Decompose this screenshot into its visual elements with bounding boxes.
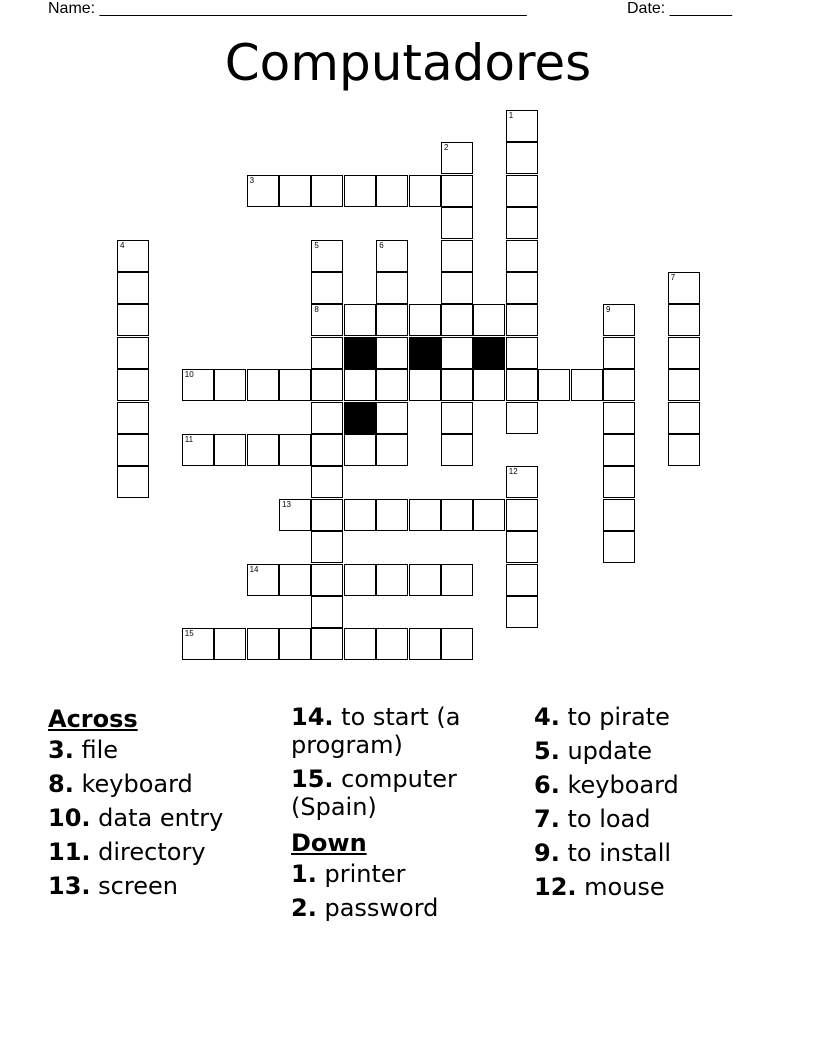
crossword-cell[interactable] <box>279 564 311 596</box>
crossword-cell[interactable] <box>603 499 635 531</box>
clue-item-number: 2. <box>291 894 317 922</box>
clue-item-text: printer <box>324 860 406 888</box>
crossword-cell[interactable] <box>441 207 473 239</box>
clue-item <box>534 873 784 901</box>
crossword-cell[interactable] <box>344 304 376 336</box>
crossword-cell[interactable] <box>376 628 408 660</box>
clue-number: 10 <box>184 370 194 380</box>
crossword-cell[interactable] <box>311 369 343 401</box>
clue-number: 3 <box>249 175 255 185</box>
crossword-cell[interactable] <box>473 499 505 531</box>
crossword-cell[interactable] <box>182 628 214 660</box>
crossword-cell[interactable] <box>441 240 473 272</box>
crossword-cell[interactable] <box>441 434 473 466</box>
crossword-cell[interactable] <box>506 369 538 401</box>
clue-item-text: to install <box>567 839 672 867</box>
crossword-cell[interactable] <box>279 175 311 207</box>
clue-item <box>534 839 784 867</box>
clue-item <box>291 765 521 821</box>
crossword-cell[interactable] <box>344 628 376 660</box>
crossword-cell[interactable] <box>473 304 505 336</box>
crossword-black-cell <box>409 337 441 369</box>
crossword-cell[interactable] <box>506 207 538 239</box>
clue-item <box>48 838 278 866</box>
crossword-cell[interactable] <box>376 304 408 336</box>
name-field-label: Name: ________________________________________________ <box>48 0 527 17</box>
crossword-cell[interactable] <box>376 402 408 434</box>
crossword-cell[interactable] <box>668 369 700 401</box>
clue-number: 6 <box>379 240 384 250</box>
crossword-cell[interactable] <box>506 142 538 174</box>
crossword-cell[interactable] <box>603 337 635 369</box>
crossword-cell[interactable] <box>473 369 505 401</box>
clue-item-number: 1. <box>291 860 317 888</box>
clues-column-2 <box>291 703 521 928</box>
clue-item-text: to start (a program) <box>291 703 461 759</box>
clue-item <box>534 703 784 731</box>
crossword-cell[interactable] <box>603 531 635 563</box>
crossword-cell[interactable] <box>668 272 700 304</box>
crossword-cell[interactable] <box>441 175 473 207</box>
clue-item-text: to pirate <box>567 703 670 731</box>
clue-number: 4 <box>120 240 125 250</box>
crossword-cell[interactable] <box>668 304 700 336</box>
crossword-black-cell <box>344 402 376 434</box>
crossword-cell[interactable] <box>409 304 441 336</box>
crossword-cell[interactable] <box>247 628 279 660</box>
clue-item-text: computer (Spain) <box>291 765 457 821</box>
clue-item-text: password <box>324 894 439 922</box>
clue-item <box>48 872 278 900</box>
crossword-cell[interactable] <box>506 240 538 272</box>
crossword-black-cell <box>344 337 376 369</box>
clues-column-1 <box>48 703 278 906</box>
crossword-cell[interactable] <box>506 596 538 628</box>
crossword-cell[interactable] <box>247 564 279 596</box>
clue-item-text: keyboard <box>81 770 193 798</box>
crossword-cell[interactable] <box>506 110 538 142</box>
clue-item-number: 9. <box>534 839 560 867</box>
clue-item-number: 12. <box>534 873 577 901</box>
crossword-cell[interactable] <box>441 142 473 174</box>
crossword-cell[interactable] <box>311 304 343 336</box>
clue-number: 9 <box>606 305 611 315</box>
clue-number: 13 <box>282 499 291 509</box>
crossword-cell[interactable] <box>376 564 408 596</box>
crossword-cell[interactable] <box>311 175 343 207</box>
crossword-cell[interactable] <box>441 304 473 336</box>
crossword-cell[interactable] <box>311 240 343 272</box>
clue-item-number: 8. <box>48 770 74 798</box>
crossword-cell[interactable] <box>214 369 246 401</box>
crossword-cell[interactable] <box>603 434 635 466</box>
crossword-black-cell <box>473 337 505 369</box>
clue-item <box>534 771 784 799</box>
crossword-cell[interactable] <box>603 402 635 434</box>
crossword-cell[interactable] <box>506 272 538 304</box>
crossword-cell[interactable] <box>117 272 149 304</box>
crossword-cell[interactable] <box>441 337 473 369</box>
crossword-cell[interactable] <box>441 499 473 531</box>
crossword-cell[interactable] <box>247 434 279 466</box>
crossword-cell[interactable] <box>668 402 700 434</box>
crossword-cell[interactable] <box>376 337 408 369</box>
crossword-cell[interactable] <box>117 402 149 434</box>
crossword-cell[interactable] <box>279 434 311 466</box>
clue-item-text: file <box>81 736 119 764</box>
clue-number: 14 <box>249 564 259 574</box>
clue-item-number: 7. <box>534 805 560 833</box>
clue-section-heading: Across <box>48 705 138 733</box>
crossword-cell[interactable] <box>506 499 538 531</box>
crossword-cell[interactable] <box>117 240 149 272</box>
crossword-cell[interactable] <box>441 272 473 304</box>
clue-item <box>291 703 521 759</box>
crossword-cell[interactable] <box>441 369 473 401</box>
crossword-cell[interactable] <box>376 272 408 304</box>
clue-item <box>48 770 278 798</box>
crossword-cell[interactable] <box>311 466 343 498</box>
crossword-cell[interactable] <box>409 369 441 401</box>
crossword-cell[interactable] <box>311 434 343 466</box>
crossword-cell[interactable] <box>344 499 376 531</box>
crossword-cell[interactable] <box>376 434 408 466</box>
crossword-cell[interactable] <box>506 337 538 369</box>
clue-item <box>291 894 521 922</box>
crossword-cell[interactable] <box>506 564 538 596</box>
crossword-cell[interactable] <box>279 628 311 660</box>
clue-number: 8 <box>314 305 319 315</box>
clue-number: 2 <box>444 143 449 153</box>
crossword-cell[interactable] <box>311 337 343 369</box>
crossword-cell[interactable] <box>117 466 149 498</box>
crossword-cell[interactable] <box>117 369 149 401</box>
crossword-cell[interactable] <box>311 596 343 628</box>
crossword-cell[interactable] <box>409 175 441 207</box>
crossword-cell[interactable] <box>603 304 635 336</box>
crossword-cell[interactable] <box>506 531 538 563</box>
clue-number: 5 <box>314 240 319 250</box>
clue-number: 11 <box>184 435 194 444</box>
clue-item-number: 4. <box>534 703 560 731</box>
crossword-cell[interactable] <box>117 304 149 336</box>
crossword-cell[interactable] <box>506 402 538 434</box>
crossword-cell[interactable] <box>409 564 441 596</box>
clue-item-text: data entry <box>98 804 224 832</box>
clue-item-text: keyboard <box>567 771 679 799</box>
clue-item <box>291 860 521 888</box>
crossword-cell[interactable] <box>668 434 700 466</box>
crossword-cell[interactable] <box>311 531 343 563</box>
crossword-cell[interactable] <box>409 628 441 660</box>
crossword-cell[interactable] <box>311 402 343 434</box>
crossword-cell[interactable] <box>117 337 149 369</box>
crossword-cell[interactable] <box>214 628 246 660</box>
crossword-cell[interactable] <box>603 466 635 498</box>
crossword-cell[interactable] <box>441 402 473 434</box>
crossword-cell[interactable] <box>506 304 538 336</box>
clue-item-number: 6. <box>534 771 560 799</box>
date-field-label: Date: _______ <box>627 0 732 17</box>
crossword-cell[interactable] <box>311 628 343 660</box>
clue-number: 1 <box>508 111 514 120</box>
crossword-cell[interactable] <box>311 272 343 304</box>
crossword-cell[interactable] <box>279 499 311 531</box>
crossword-cell[interactable] <box>344 434 376 466</box>
crossword-cell[interactable] <box>311 564 343 596</box>
crossword-cell[interactable] <box>506 466 538 498</box>
crossword-cell[interactable] <box>409 499 441 531</box>
clue-number: 15 <box>184 629 194 639</box>
crossword-cell[interactable] <box>571 369 603 401</box>
crossword-cell[interactable] <box>441 628 473 660</box>
crossword-cell[interactable] <box>344 175 376 207</box>
crossword-cell[interactable] <box>603 369 635 401</box>
clue-item-text: update <box>567 737 653 765</box>
crossword-cell[interactable] <box>376 369 408 401</box>
crossword-cell[interactable] <box>117 434 149 466</box>
clue-number: 12 <box>508 467 518 477</box>
crossword-cell[interactable] <box>344 369 376 401</box>
clue-item-number: 14. <box>291 703 334 731</box>
crossword-cell[interactable] <box>247 175 279 207</box>
clue-item-number: 15. <box>291 765 334 793</box>
clue-number: 7 <box>670 273 676 282</box>
crossword-cell[interactable] <box>376 499 408 531</box>
crossword-cell[interactable] <box>344 564 376 596</box>
clue-item-text: directory <box>98 838 206 866</box>
crossword-cell[interactable] <box>376 240 408 272</box>
clues-column-3 <box>534 703 784 907</box>
clue-item-number: 3. <box>48 736 74 764</box>
clue-item-number: 11. <box>48 838 91 866</box>
crossword-cell[interactable] <box>538 369 570 401</box>
clue-item-text: mouse <box>584 873 665 901</box>
crossword-cell[interactable] <box>441 564 473 596</box>
clue-section-heading: Down <box>291 829 367 857</box>
crossword-cell[interactable] <box>182 434 214 466</box>
crossword-cell[interactable] <box>506 175 538 207</box>
crossword-cell[interactable] <box>214 434 246 466</box>
crossword-cell[interactable] <box>668 337 700 369</box>
crossword-cell[interactable] <box>376 175 408 207</box>
crossword-cell[interactable] <box>247 369 279 401</box>
crossword-cell[interactable] <box>311 499 343 531</box>
clue-item <box>534 805 784 833</box>
clue-item-text: to load <box>567 805 651 833</box>
clue-item <box>48 736 278 764</box>
clue-item-number: 5. <box>534 737 560 765</box>
clue-item <box>48 804 278 832</box>
clue-item-number: 13. <box>48 872 91 900</box>
page-title: Computadores <box>224 34 592 92</box>
crossword-cell[interactable] <box>279 369 311 401</box>
crossword-cell[interactable] <box>182 369 214 401</box>
clue-item <box>534 737 784 765</box>
clue-item-number: 10. <box>48 804 91 832</box>
clue-item-text: screen <box>98 872 178 900</box>
